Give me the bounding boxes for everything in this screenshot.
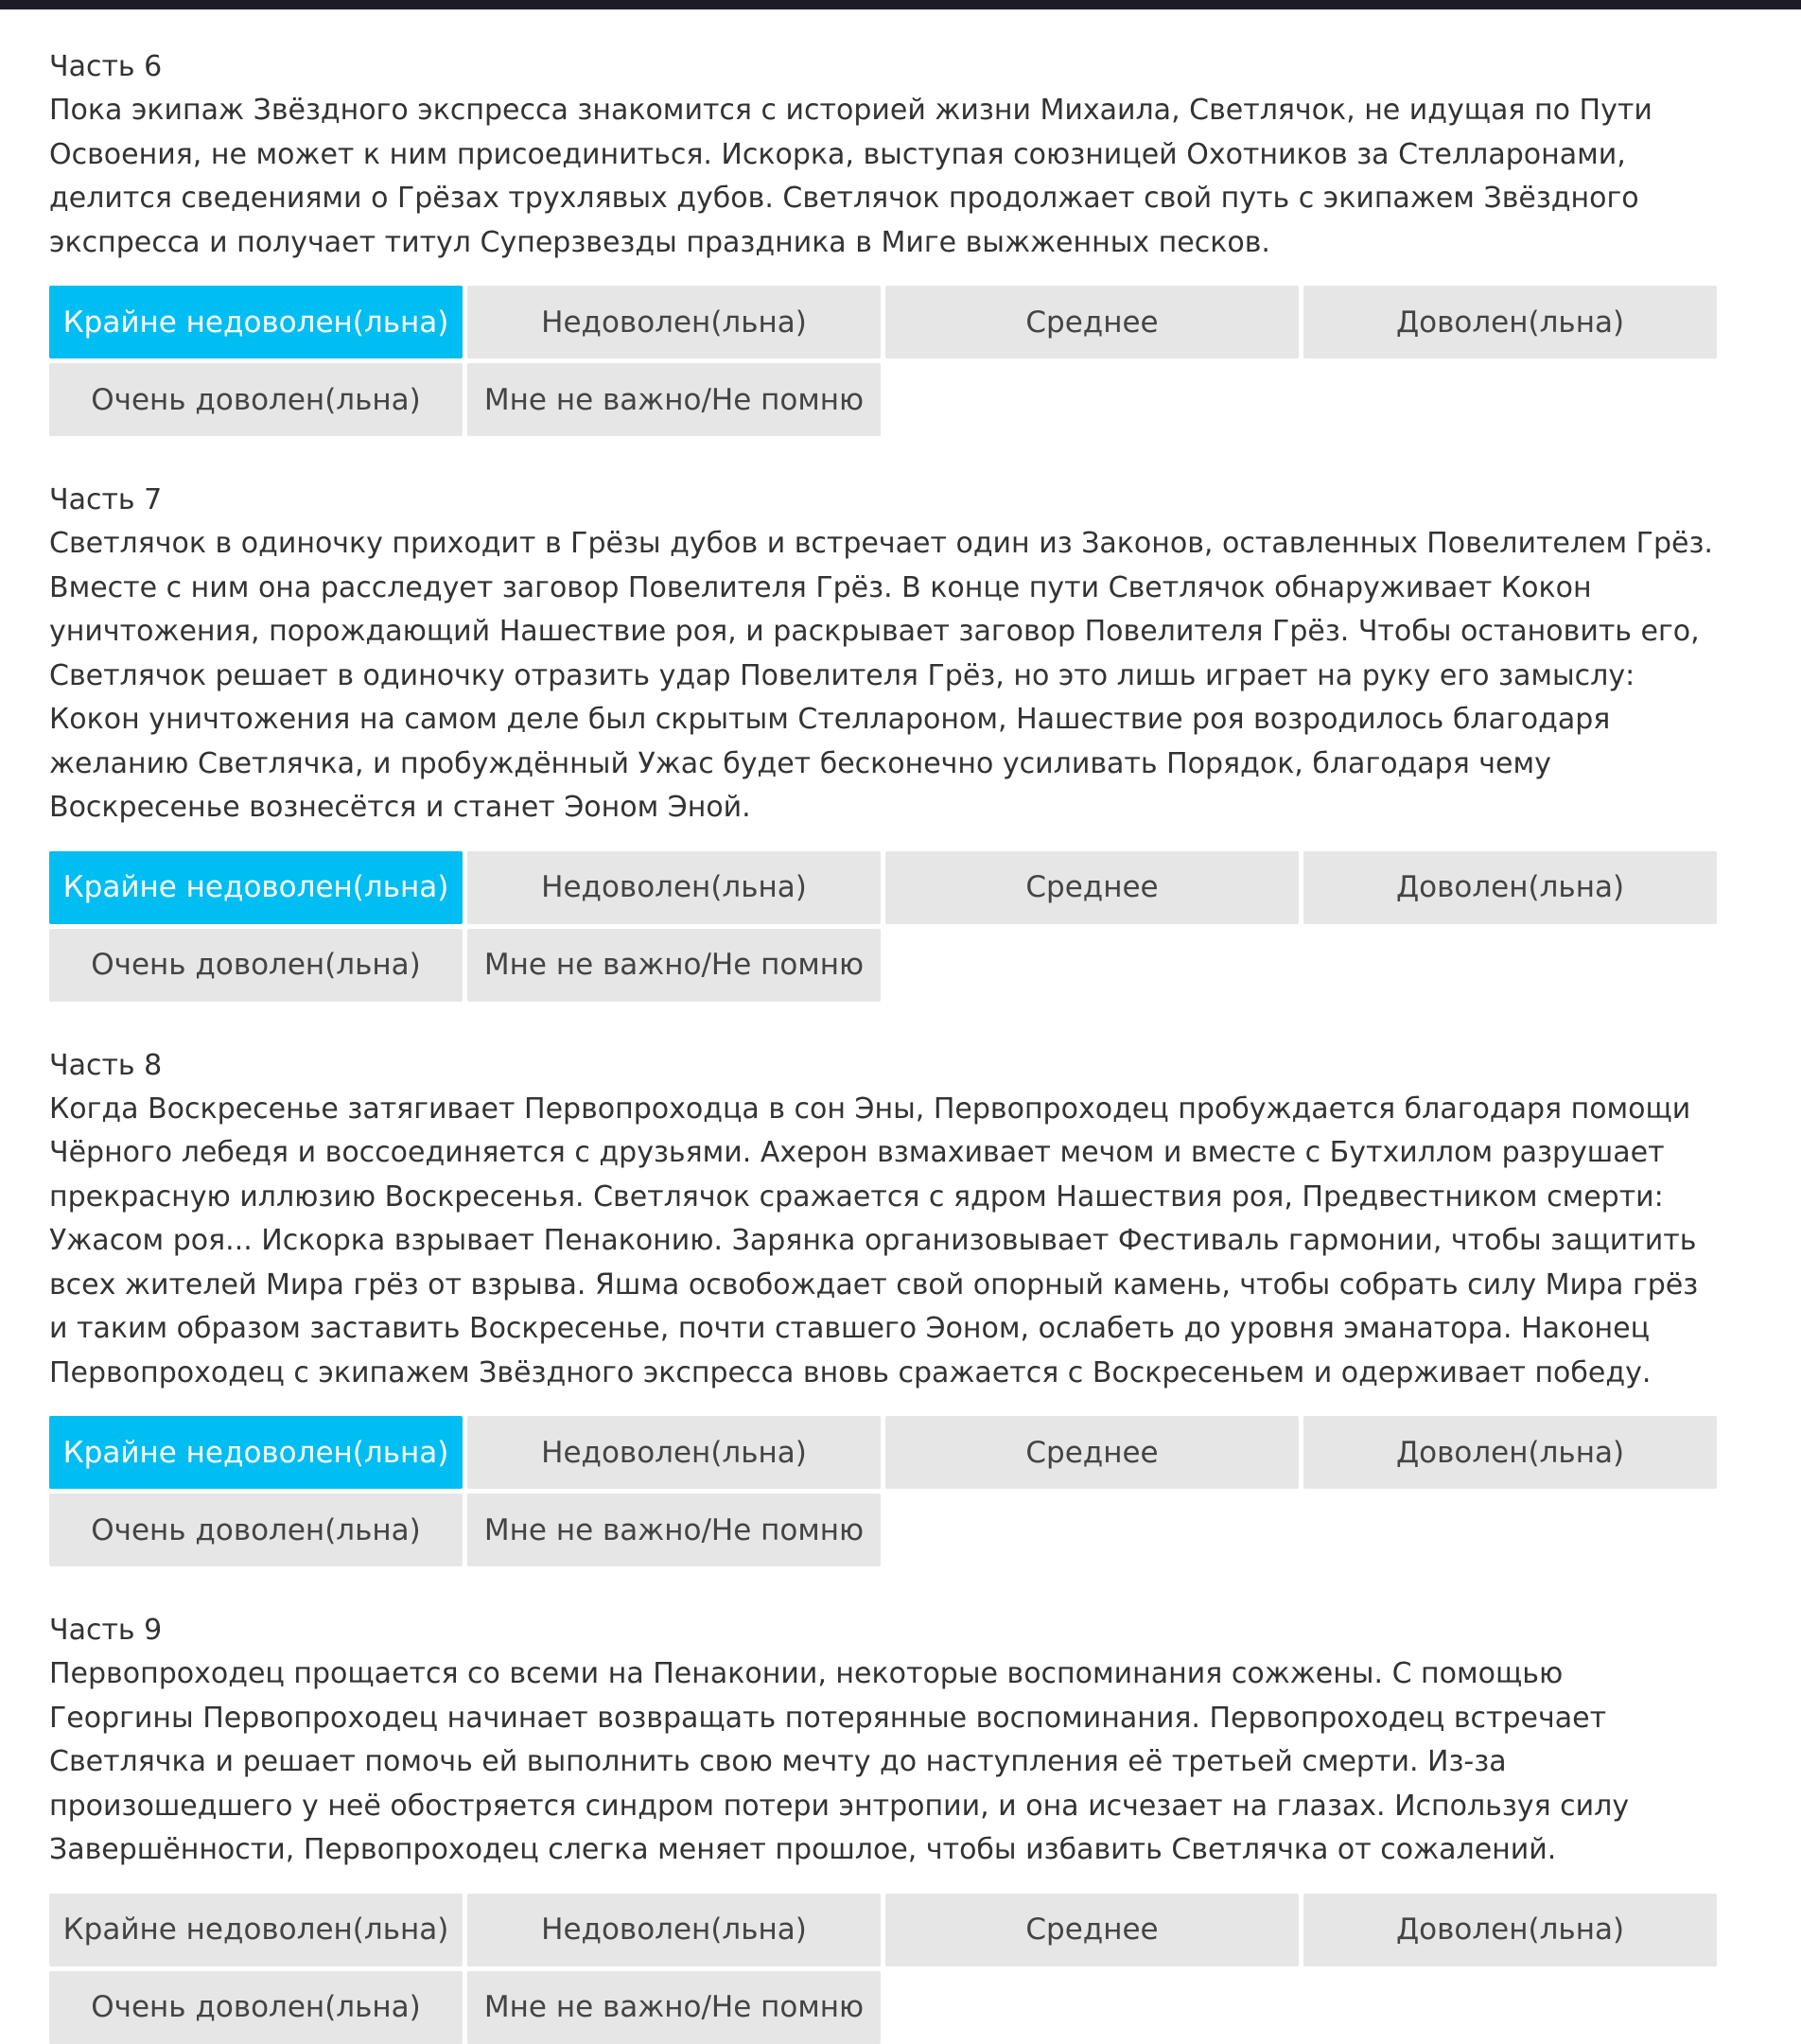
- option-dissatisfied[interactable]: Недоволен(льна): [467, 851, 881, 924]
- option-dissatisfied[interactable]: Недоволен(льна): [467, 1416, 881, 1489]
- option-dont-care[interactable]: Мне не важно/Не помню: [467, 363, 881, 436]
- option-very-satisfied[interactable]: Очень доволен(льна): [49, 363, 463, 436]
- top-bar: [0, 0, 1801, 9]
- part-description: Пока экипаж Звёздного экспресса знакомится с историей жизни Михаила, Светлячок, не идущая по Пути Освоения, не может к ним присоединиться. Искорка, выступая союзницей Охотников за Стелларонами, делится сведениями о Грёзах трухлявых дубов. Светлячок продолжает свой путь с экипажем Звёздного экспресса и получает титул Суперзвезды праздника в Миге выжженных песков.: [49, 94, 1652, 259]
- option-dissatisfied[interactable]: Недоволен(льна): [467, 286, 881, 358]
- survey-part: [49, 45, 1714, 436]
- option-satisfied[interactable]: Доволен(льна): [1303, 1894, 1717, 1966]
- rating-options: [49, 286, 1714, 436]
- part-title: Часть 9: [49, 1614, 163, 1647]
- option-very-satisfied[interactable]: Очень доволен(льна): [49, 1494, 463, 1566]
- option-dont-care[interactable]: Мне не важно/Не помню: [467, 1971, 881, 2044]
- part-title: Часть 6: [49, 50, 163, 83]
- option-dissatisfied[interactable]: Недоволен(льна): [467, 1894, 881, 1966]
- rating-options: [49, 1894, 1714, 2044]
- part-description: Когда Воскресенье затягивает Первопроходца в сон Эны, Первопроходец пробуждается благодаря помощи Чёрного лебедя и воссоединяется с друзьями. Ахерон взмахивает мечом и вместе с Бутхиллом разрушает прекрасную иллюзию Воскресенья. Светлячок сражается с ядром Нашествия роя, Предвестником смерти: Ужасом роя... Искорка взрывает Пенаконию. Зарянка организовывает Фестиваль гармонии, чтобы защитить всех жителей Мира грёз от взрыва. Яшма освобождает свой опорный камень, чтобы собрать силу Мира грёз и таким образом заставить Воскресенье, почти ставшего Эоном, ослабеть до уровня эманатора. Наконец Первопроходец с экипажем Звёздного экспресса вновь сражается с Воскресеньем и одерживает победу.: [49, 1092, 1699, 1389]
- part-description: Первопроходец прощается со всеми на Пенаконии, некоторые воспоминания сожжены. С помощью Георгины Первопроходец начинает возвращать потерянные воспоминания. Первопроходец встречает Светлячка и решает помочь ей выполнить свою мечту до наступления её третьей смерти. Из-за произошедшего у неё обостряется синдром потери энтропии, и она исчезает на глазах. Используя силу Завершённости, Первопроходец слегка меняет прошлое, чтобы избавить Светлячка от сожалений.: [49, 1657, 1630, 1866]
- part-description: Светлячок в одиночку приходит в Грёзы дубов и встречает один из Законов, оставленных Повелителем Грёз. Вместе с ним она расследует заговор Повелителя Грёз. В конце пути Светлячок обнаруживает Кокон уничтожения, порождающий Нашествие роя, и раскрывает заговор Повелителя Грёз. Чтобы остановить его, Светлячок решает в одиночку отразить удар Повелителя Грёз, но это лишь играет на руку его замыслу: Кокон уничтожения на самом деле был скрытым Стеллароном, Нашествие роя возродилось благодаря желанию Светлячка, и пробуждённый Ужас будет бесконечно усиливать Порядок, благодаря чему Воскресенье вознесётся и станет Эоном Эной.: [49, 527, 1713, 824]
- rating-options: [49, 851, 1714, 1002]
- option-neutral[interactable]: Среднее: [885, 851, 1299, 924]
- option-very-satisfied[interactable]: Очень доволен(льна): [49, 929, 463, 1002]
- rating-options: [49, 1416, 1714, 1566]
- option-extremely-dissatisfied[interactable]: Крайне недоволен(льна): [49, 286, 463, 358]
- survey-content: [0, 9, 1714, 2044]
- option-neutral[interactable]: Среднее: [885, 1416, 1299, 1489]
- survey-part: [49, 1044, 1714, 1567]
- option-satisfied[interactable]: Доволен(льна): [1303, 1416, 1717, 1489]
- part-title: Часть 8: [49, 1048, 163, 1082]
- option-satisfied[interactable]: Доволен(льна): [1303, 851, 1717, 924]
- option-extremely-dissatisfied[interactable]: Крайне недоволен(льна): [49, 1416, 463, 1489]
- option-satisfied[interactable]: Доволен(льна): [1303, 286, 1717, 358]
- option-dont-care[interactable]: Мне не важно/Не помню: [467, 929, 881, 1002]
- option-neutral[interactable]: Среднее: [885, 1894, 1299, 1966]
- option-extremely-dissatisfied[interactable]: Крайне недоволен(льна): [49, 1894, 463, 1966]
- option-dont-care[interactable]: Мне не важно/Не помню: [467, 1494, 881, 1566]
- part-title: Часть 7: [49, 483, 163, 516]
- survey-part: [49, 1609, 1714, 2044]
- option-very-satisfied[interactable]: Очень доволен(льна): [49, 1971, 463, 2044]
- option-extremely-dissatisfied[interactable]: Крайне недоволен(льна): [49, 851, 463, 924]
- survey-part: [49, 479, 1714, 1002]
- option-neutral[interactable]: Среднее: [885, 286, 1299, 358]
